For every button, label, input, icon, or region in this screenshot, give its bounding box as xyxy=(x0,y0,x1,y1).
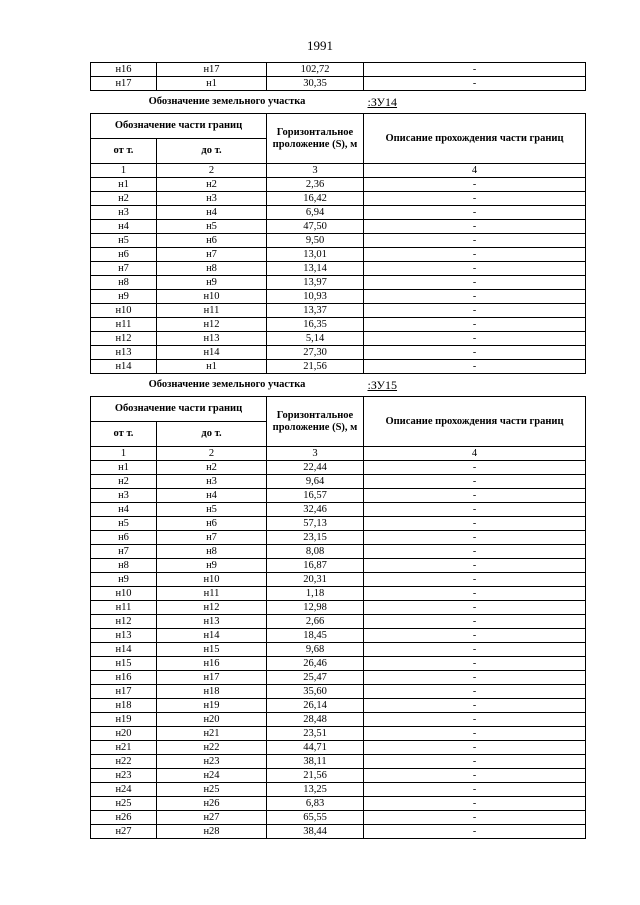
from-point-cell: н1 xyxy=(91,461,157,475)
from-point-cell: н9 xyxy=(91,290,157,304)
table-row xyxy=(91,192,586,206)
from-point-cell: н10 xyxy=(91,587,157,601)
description-cell: - xyxy=(364,461,586,475)
table-row xyxy=(91,234,586,248)
from-point-cell: н9 xyxy=(91,573,157,587)
description-cell: - xyxy=(364,234,586,248)
from-point-cell: н19 xyxy=(91,713,157,727)
description-cell: - xyxy=(364,727,586,741)
table-row xyxy=(91,615,586,629)
column-number-row xyxy=(91,447,586,461)
from-point-cell: н16 xyxy=(91,63,157,77)
horizontal-distance-cell: 13,14 xyxy=(267,262,364,276)
from-point-cell: н20 xyxy=(91,727,157,741)
from-point-header: от т. xyxy=(91,139,157,164)
from-point-cell: н8 xyxy=(91,276,157,290)
description-cell: - xyxy=(364,559,586,573)
horizontal-distance-cell: 26,14 xyxy=(267,699,364,713)
from-point-cell: н17 xyxy=(91,685,157,699)
table-row xyxy=(91,629,586,643)
horizontal-distance-cell: 18,45 xyxy=(267,629,364,643)
table-row xyxy=(91,489,586,503)
description-cell: - xyxy=(364,360,586,374)
description-cell: - xyxy=(364,783,586,797)
from-point-cell: н18 xyxy=(91,699,157,713)
plot-title-row xyxy=(91,374,586,397)
horizontal-distance-cell: 44,71 xyxy=(267,741,364,755)
table-row xyxy=(91,206,586,220)
from-point-cell: н22 xyxy=(91,755,157,769)
plot-code: :ЗУ14 xyxy=(367,95,398,109)
horizontal-distance-cell: 47,50 xyxy=(267,220,364,234)
from-point-cell: н5 xyxy=(91,234,157,248)
description-cell: - xyxy=(364,63,586,77)
from-point-cell: н12 xyxy=(91,332,157,346)
to-point-cell: н6 xyxy=(157,517,267,531)
from-point-cell: н14 xyxy=(91,360,157,374)
horizontal-distance-cell: 13,97 xyxy=(267,276,364,290)
column-number-cell: 1 xyxy=(91,447,157,461)
horizontal-distance-cell: 23,51 xyxy=(267,727,364,741)
table-row xyxy=(91,503,586,517)
to-point-cell: н19 xyxy=(157,699,267,713)
column-number-cell: 1 xyxy=(91,164,157,178)
horizontal-distance-cell: 25,47 xyxy=(267,671,364,685)
to-point-cell: н12 xyxy=(157,318,267,332)
description-cell: - xyxy=(364,573,586,587)
plot-title-row xyxy=(91,91,586,114)
table-row xyxy=(91,559,586,573)
description-cell: - xyxy=(364,769,586,783)
horizontal-distance-cell: 1,18 xyxy=(267,587,364,601)
horizontal-distance-cell: 10,93 xyxy=(267,290,364,304)
table-row xyxy=(91,685,586,699)
table-row xyxy=(91,573,586,587)
description-header: Описание прохождения части границ xyxy=(364,397,586,447)
table-row xyxy=(91,783,586,797)
plot-code: :ЗУ15 xyxy=(367,378,398,392)
horizontal-distance-cell: 16,42 xyxy=(267,192,364,206)
table-row xyxy=(91,461,586,475)
from-point-cell: н17 xyxy=(91,77,157,91)
table-row xyxy=(91,769,586,783)
horizontal-distance-cell: 30,35 xyxy=(267,77,364,91)
from-point-cell: н27 xyxy=(91,825,157,839)
horizontal-distance-cell: 5,14 xyxy=(267,332,364,346)
horizontal-distance-cell: 13,25 xyxy=(267,783,364,797)
table-row xyxy=(91,671,586,685)
table-row xyxy=(91,727,586,741)
to-point-cell: н24 xyxy=(157,769,267,783)
column-number-cell: 2 xyxy=(157,164,267,178)
description-cell: - xyxy=(364,825,586,839)
to-point-cell: н8 xyxy=(157,545,267,559)
horizontal-distance-cell: 28,48 xyxy=(267,713,364,727)
description-cell: - xyxy=(364,671,586,685)
horizontal-distance-cell: 38,11 xyxy=(267,755,364,769)
from-point-cell: н23 xyxy=(91,769,157,783)
to-point-cell: н7 xyxy=(157,248,267,262)
table-row xyxy=(91,346,586,360)
from-point-cell: н4 xyxy=(91,503,157,517)
table-row xyxy=(91,657,586,671)
table-row xyxy=(91,601,586,615)
from-point-cell: н12 xyxy=(91,615,157,629)
table-row xyxy=(91,545,586,559)
to-point-cell: н22 xyxy=(157,741,267,755)
header-row xyxy=(91,397,586,422)
horizontal-distance-cell: 23,15 xyxy=(267,531,364,545)
to-point-cell: н3 xyxy=(157,192,267,206)
page-number: 1991 xyxy=(307,38,333,53)
description-cell: - xyxy=(364,741,586,755)
to-point-cell: н27 xyxy=(157,811,267,825)
horizontal-distance-cell: 35,60 xyxy=(267,685,364,699)
from-point-cell: н3 xyxy=(91,206,157,220)
horizontal-distance-cell: 9,68 xyxy=(267,643,364,657)
from-point-cell: н5 xyxy=(91,517,157,531)
description-cell: - xyxy=(364,587,586,601)
horizontal-distance-cell: 6,94 xyxy=(267,206,364,220)
table-row xyxy=(91,517,586,531)
from-point-cell: н13 xyxy=(91,346,157,360)
to-point-cell: н21 xyxy=(157,727,267,741)
table-row xyxy=(91,699,586,713)
description-cell: - xyxy=(364,699,586,713)
to-point-cell: н9 xyxy=(157,276,267,290)
plot-designation-label: Обозначение земельного участка xyxy=(148,96,306,107)
description-cell: - xyxy=(364,811,586,825)
to-point-cell: н1 xyxy=(157,77,267,91)
to-point-cell: н25 xyxy=(157,783,267,797)
description-cell: - xyxy=(364,346,586,360)
description-cell: - xyxy=(364,531,586,545)
to-point-cell: н9 xyxy=(157,559,267,573)
table-row xyxy=(91,290,586,304)
from-point-cell: н11 xyxy=(91,601,157,615)
to-point-cell: н4 xyxy=(157,489,267,503)
from-point-cell: н6 xyxy=(91,248,157,262)
to-point-cell: н18 xyxy=(157,685,267,699)
description-cell: - xyxy=(364,248,586,262)
column-number-cell: 2 xyxy=(157,447,267,461)
description-cell: - xyxy=(364,332,586,346)
to-point-cell: н6 xyxy=(157,234,267,248)
table-row xyxy=(91,713,586,727)
to-point-header: до т. xyxy=(157,139,267,164)
horizontal-distance-cell: 20,31 xyxy=(267,573,364,587)
column-number-cell: 4 xyxy=(364,164,586,178)
to-point-cell: н28 xyxy=(157,825,267,839)
description-cell: - xyxy=(364,545,586,559)
horizontal-distance-cell: 2,36 xyxy=(267,178,364,192)
from-point-cell: н14 xyxy=(91,643,157,657)
header-row xyxy=(91,114,586,139)
to-point-cell: н11 xyxy=(157,587,267,601)
to-point-cell: н14 xyxy=(157,346,267,360)
table-row xyxy=(91,811,586,825)
to-point-cell: н26 xyxy=(157,797,267,811)
to-point-cell: н14 xyxy=(157,629,267,643)
table-row xyxy=(91,304,586,318)
to-point-cell: н16 xyxy=(157,657,267,671)
to-point-cell: н4 xyxy=(157,206,267,220)
horizontal-distance-cell: 65,55 xyxy=(267,811,364,825)
table-row xyxy=(91,332,586,346)
table-row xyxy=(91,643,586,657)
horizontal-distance-cell: 13,37 xyxy=(267,304,364,318)
description-cell: - xyxy=(364,797,586,811)
to-point-cell: н17 xyxy=(157,671,267,685)
table-row xyxy=(91,755,586,769)
description-cell: - xyxy=(364,685,586,699)
column-number-cell: 3 xyxy=(267,164,364,178)
to-point-cell: н11 xyxy=(157,304,267,318)
horizontal-distance-cell: 13,01 xyxy=(267,248,364,262)
horizontal-distance-header: Горизонтальное проложение (S), м xyxy=(267,397,364,447)
horizontal-distance-cell: 38,44 xyxy=(267,825,364,839)
description-cell: - xyxy=(364,601,586,615)
to-point-cell: н8 xyxy=(157,262,267,276)
column-number-cell: 3 xyxy=(267,447,364,461)
from-point-cell: н25 xyxy=(91,797,157,811)
to-point-cell: н5 xyxy=(157,503,267,517)
table-row xyxy=(91,587,586,601)
description-cell: - xyxy=(364,290,586,304)
description-cell: - xyxy=(364,262,586,276)
horizontal-distance-cell: 16,35 xyxy=(267,318,364,332)
to-point-cell: н15 xyxy=(157,643,267,657)
table-row xyxy=(91,531,586,545)
description-cell: - xyxy=(364,220,586,234)
horizontal-distance-cell: 9,50 xyxy=(267,234,364,248)
to-point-cell: н2 xyxy=(157,178,267,192)
to-point-cell: н13 xyxy=(157,615,267,629)
description-cell: - xyxy=(364,629,586,643)
description-cell: - xyxy=(364,192,586,206)
part-designation-header: Обозначение части границ xyxy=(91,114,267,139)
horizontal-distance-cell: 32,46 xyxy=(267,503,364,517)
from-point-cell: н2 xyxy=(91,475,157,489)
horizontal-distance-cell: 21,56 xyxy=(267,769,364,783)
table-row xyxy=(91,262,586,276)
from-point-header: от т. xyxy=(91,422,157,447)
horizontal-distance-cell: 9,64 xyxy=(267,475,364,489)
horizontal-distance-cell: 16,87 xyxy=(267,559,364,573)
table-row xyxy=(91,797,586,811)
description-cell: - xyxy=(364,503,586,517)
table-row xyxy=(91,63,586,77)
to-point-cell: н7 xyxy=(157,531,267,545)
table-row xyxy=(91,741,586,755)
table-row xyxy=(91,178,586,192)
description-cell: - xyxy=(364,713,586,727)
description-cell: - xyxy=(364,475,586,489)
boundary-table xyxy=(90,62,586,839)
to-point-cell: н1 xyxy=(157,360,267,374)
horizontal-distance-cell: 21,56 xyxy=(267,360,364,374)
from-point-cell: н6 xyxy=(91,531,157,545)
description-cell: - xyxy=(364,615,586,629)
table-row xyxy=(91,360,586,374)
horizontal-distance-cell: 6,83 xyxy=(267,797,364,811)
description-cell: - xyxy=(364,206,586,220)
horizontal-distance-cell: 2,66 xyxy=(267,615,364,629)
to-point-cell: н12 xyxy=(157,601,267,615)
plot-designation-label: Обозначение земельного участка xyxy=(148,379,306,390)
table-row xyxy=(91,276,586,290)
from-point-cell: н7 xyxy=(91,545,157,559)
table-row xyxy=(91,77,586,91)
description-cell: - xyxy=(364,517,586,531)
horizontal-distance-cell: 26,46 xyxy=(267,657,364,671)
description-cell: - xyxy=(364,489,586,503)
from-point-cell: н3 xyxy=(91,489,157,503)
to-point-cell: н20 xyxy=(157,713,267,727)
to-point-cell: н5 xyxy=(157,220,267,234)
description-cell: - xyxy=(364,755,586,769)
horizontal-distance-cell: 27,30 xyxy=(267,346,364,360)
from-point-cell: н1 xyxy=(91,178,157,192)
description-cell: - xyxy=(364,318,586,332)
table-row xyxy=(91,248,586,262)
table-row xyxy=(91,318,586,332)
to-point-header: до т. xyxy=(157,422,267,447)
from-point-cell: н15 xyxy=(91,657,157,671)
from-point-cell: н24 xyxy=(91,783,157,797)
horizontal-distance-cell: 102,72 xyxy=(267,63,364,77)
description-header: Описание прохождения части границ xyxy=(364,114,586,164)
horizontal-distance-cell: 12,98 xyxy=(267,601,364,615)
to-point-cell: н3 xyxy=(157,475,267,489)
horizontal-distance-cell: 22,44 xyxy=(267,461,364,475)
to-point-cell: н10 xyxy=(157,290,267,304)
from-point-cell: н13 xyxy=(91,629,157,643)
part-designation-header: Обозначение части границ xyxy=(91,397,267,422)
from-point-cell: н7 xyxy=(91,262,157,276)
from-point-cell: н10 xyxy=(91,304,157,318)
to-point-cell: н13 xyxy=(157,332,267,346)
from-point-cell: н8 xyxy=(91,559,157,573)
description-cell: - xyxy=(364,643,586,657)
horizontal-distance-header: Горизонтальное проложение (S), м xyxy=(267,114,364,164)
table-row xyxy=(91,475,586,489)
column-number-cell: 4 xyxy=(364,447,586,461)
horizontal-distance-cell: 57,13 xyxy=(267,517,364,531)
description-cell: - xyxy=(364,77,586,91)
horizontal-distance-cell: 16,57 xyxy=(267,489,364,503)
from-point-cell: н11 xyxy=(91,318,157,332)
horizontal-distance-cell: 8,08 xyxy=(267,545,364,559)
description-cell: - xyxy=(364,657,586,671)
table-row xyxy=(91,220,586,234)
to-point-cell: н17 xyxy=(157,63,267,77)
from-point-cell: н16 xyxy=(91,671,157,685)
from-point-cell: н2 xyxy=(91,192,157,206)
from-point-cell: н4 xyxy=(91,220,157,234)
to-point-cell: н10 xyxy=(157,573,267,587)
description-cell: - xyxy=(364,304,586,318)
to-point-cell: н23 xyxy=(157,755,267,769)
to-point-cell: н2 xyxy=(157,461,267,475)
table-row xyxy=(91,825,586,839)
from-point-cell: н21 xyxy=(91,741,157,755)
description-cell: - xyxy=(364,276,586,290)
from-point-cell: н26 xyxy=(91,811,157,825)
boundary-table-body xyxy=(91,63,586,839)
column-number-row xyxy=(91,164,586,178)
description-cell: - xyxy=(364,178,586,192)
